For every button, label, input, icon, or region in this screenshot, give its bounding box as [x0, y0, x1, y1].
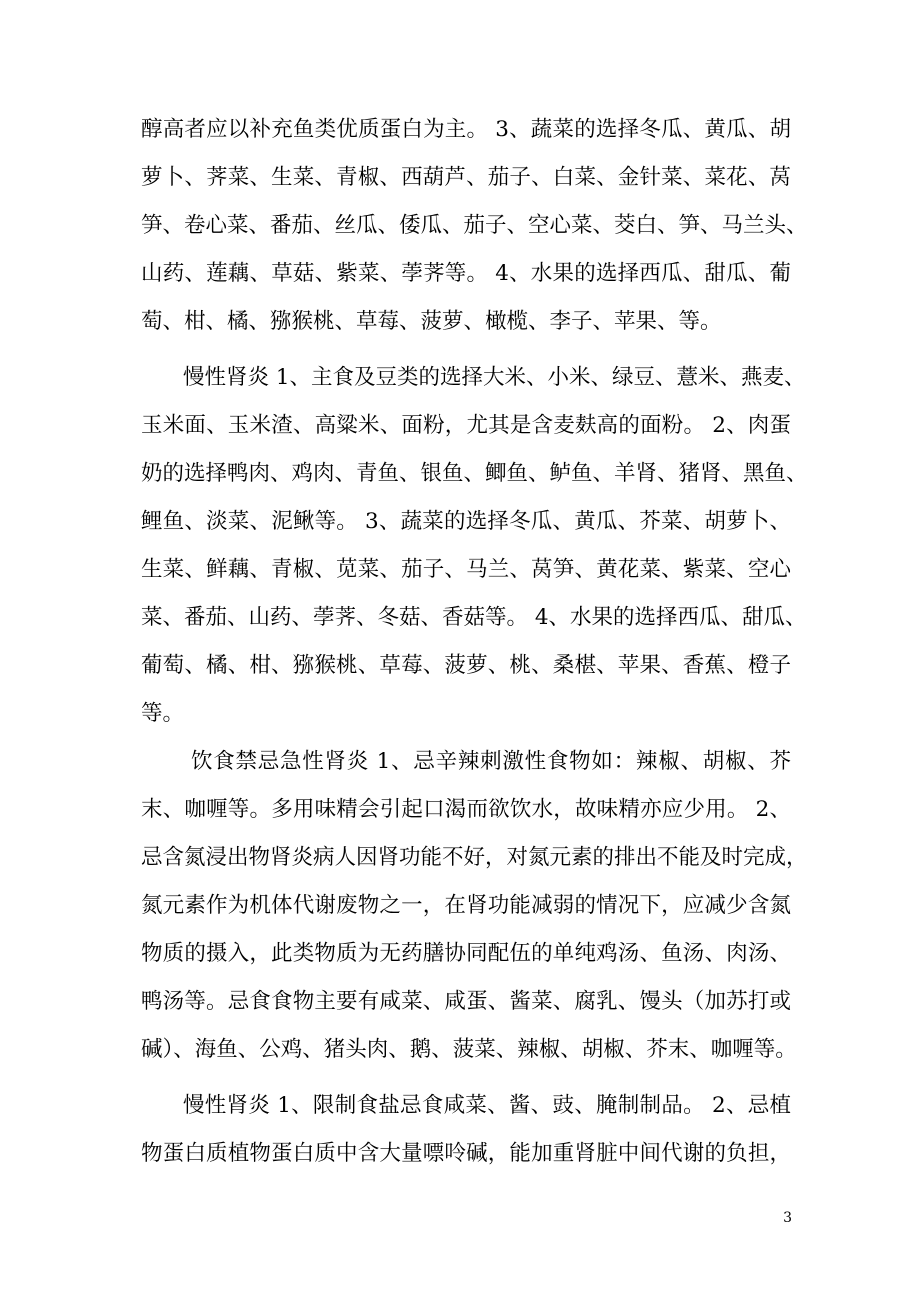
text-line: 碱）、海鱼、公鸡、猪头肉、鹅、菠菜、辣椒、胡椒、芥末、咖喱等。 [141, 1037, 797, 1062]
text-line: 萄、柑、橘、猕猴桃、草莓、菠萝、橄榄、李子、苹果、等。 [141, 309, 722, 334]
text-line: 笋、卷心菜、番茄、丝瓜、倭瓜、茄子、空心菜、茭白、笋、马兰头、 [141, 213, 808, 238]
text-line: 等。 [141, 701, 185, 726]
text-line: 氮元素作为机体代谢废物之一，在肾功能减弱的情况下，应减少含氮 [141, 893, 791, 918]
text-line: 慢性肾炎 1、限制食盐忌食咸菜、酱、豉、腌制制品。 2、忌植 [183, 1093, 791, 1118]
text-line: 萝卜、荠菜、生菜、青椒、西葫芦、茄子、白菜、金针菜、菜花、莴 [141, 165, 791, 190]
text-line: 菜、番茄、山药、荸荠、冬菇、香菇等。 4、水果的选择西瓜、甜瓜、 [141, 605, 807, 630]
text-line: 鸭汤等。忌食食物主要有咸菜、咸蛋、酱菜、腐乳、馒头（加苏打或 [141, 989, 791, 1014]
text-line: 山药、莲藕、草菇、紫菜、荸荠等。 4、水果的选择西瓜、甜瓜、葡 [141, 261, 791, 286]
text-line: 末、咖喱等。多用味精会引起口渴而欲饮水，故味精亦应少用。 2、 [141, 797, 791, 822]
text-line: 玉米面、玉米渣、高粱米、面粉，尤其是含麦麸高的面粉。 2、肉蛋 [141, 413, 791, 438]
page-number: 3 [783, 1210, 792, 1226]
text-line: 葡萄、橘、柑、猕猴桃、草莓、菠萝、桃、桑椹、苹果、香蕉、橙子 [141, 653, 791, 678]
text-line: 慢性肾炎 1、主食及豆类的选择大米、小米、绿豆、薏米、燕麦、 [183, 365, 806, 390]
text-line: 鲤鱼、淡菜、泥鳅等。 3、蔬菜的选择冬瓜、黄瓜、芥菜、胡萝卜、 [141, 509, 791, 534]
text-line: 生菜、鲜藕、青椒、苋菜、茄子、马兰、莴笋、黄花菜、紫菜、空心 [141, 557, 791, 582]
text-line: 醇高者应以补充鱼类优质蛋白为主。 3、蔬菜的选择冬瓜、黄瓜、胡 [141, 117, 791, 142]
text-line: 忌含氮浸出物肾炎病人因肾功能不好，对氮元素的排出不能及时完成， [141, 845, 808, 870]
text-line: 物质的摄入，此类物质为无药膳协同配伍的单纯鸡汤、鱼汤、肉汤、 [141, 941, 791, 966]
text-line: 饮食禁忌急性肾炎 1、忌辛辣刺激性食物如：辣椒、胡椒、芥 [191, 749, 791, 774]
text-line: 物蛋白质植物蛋白质中含大量嘌呤碱，能加重肾脏中间代谢的负担， [141, 1141, 791, 1166]
text-line: 奶的选择鸭肉、鸡肉、青鱼、银鱼、鲫鱼、鲈鱼、羊肾、猪肾、黑鱼、 [141, 461, 808, 486]
